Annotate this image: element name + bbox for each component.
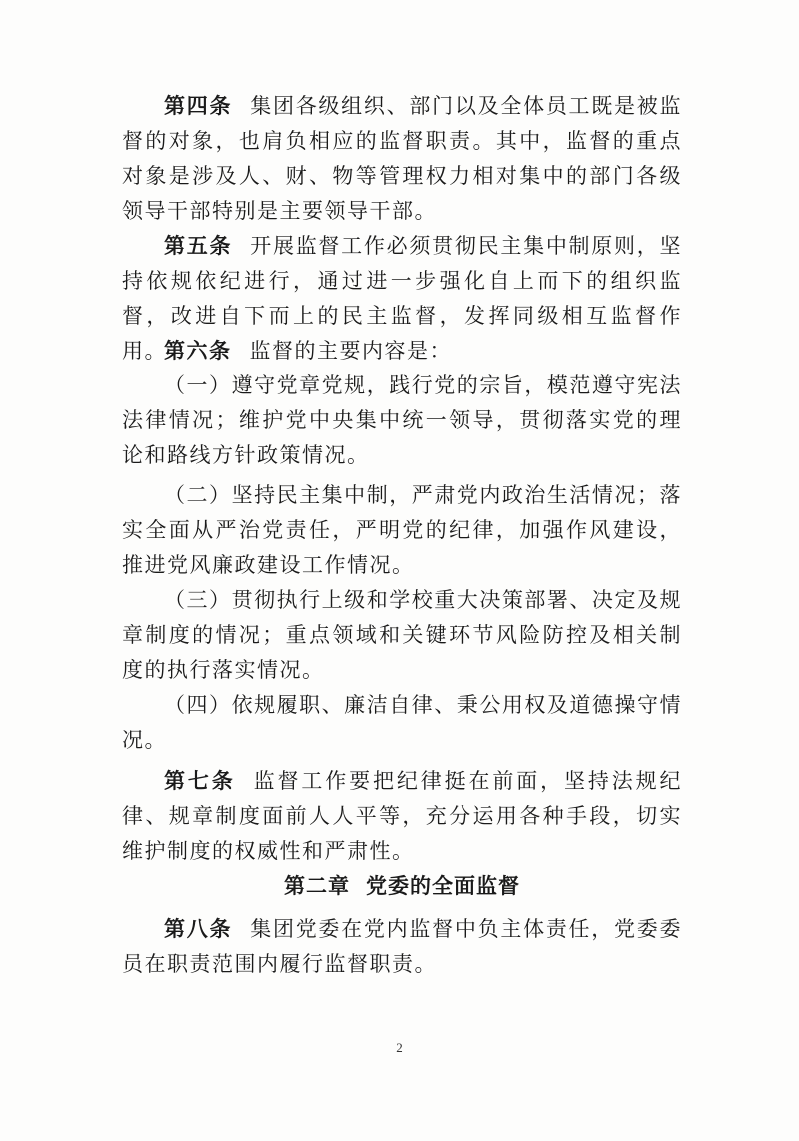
article-6-text: 监督的主要内容是：	[249, 339, 452, 363]
chapter-number: 第二章	[284, 873, 350, 898]
article-8-heading: 第八条	[164, 916, 233, 941]
chapter-title: 党委的全面监督	[366, 873, 520, 898]
article-7-heading: 第七条	[164, 768, 236, 793]
article-8-text: 集团党委在党内监督中负主体责任，党委委员在职责范围内履行监督职责。	[122, 917, 683, 976]
page-number: 2	[396, 1040, 403, 1055]
list-item-3: （三）贯彻执行上级和学校重大决策部署、决定及规章制度的情况；重点领域和关键环节风险防控及相关制度的执行落实情况。	[122, 588, 682, 682]
list-item-4: （四）依规履职、廉洁自律、秉公用权及道德操守情况。	[122, 693, 682, 752]
article-6-heading: 第六条	[164, 338, 232, 363]
article-6	[122, 333, 682, 369]
article-4-text: 集团各级组织、部门以及全体员工既是被监督的对象，也肩负相应的监督职责。其中，监督的重点对象是涉及人、财、物等管理权力相对集中的部门各级领导干部特别是主要领导干部。	[122, 94, 683, 223]
article-5-text: 开展监督工作必须贯彻民主集中制原则，坚持依规依纪进行，通过进一步强化自上而下的组织监督，改进自下而上的民主监督，发挥同级相互监督作用。	[122, 234, 683, 363]
article-7-text: 监督工作要把纪律挺在前面，坚持法规纪律、规章制度面前人人平等，充分运用各种手段，切实维护制度的权威性和严肃性。	[122, 769, 682, 863]
article-7	[122, 763, 682, 869]
article-8	[122, 911, 682, 982]
article-4	[122, 88, 682, 229]
list-item-1: （一）遵守党章党规，践行党的宗旨，模范遵守宪法法律情况；维护党中央集中统一领导，贯彻落实党的理论和路线方针政策情况。	[122, 373, 682, 467]
article-4-heading: 第四条	[164, 93, 233, 118]
list-item-2: （二）坚持民主集中制，严肃党内政治生活情况；落实全面从严治党责任，严明党的纪律，加强作风建设，推进党风廉政建设工作情况。	[122, 483, 682, 577]
article-5-heading: 第五条	[164, 233, 233, 258]
chapter-heading	[122, 868, 682, 903]
